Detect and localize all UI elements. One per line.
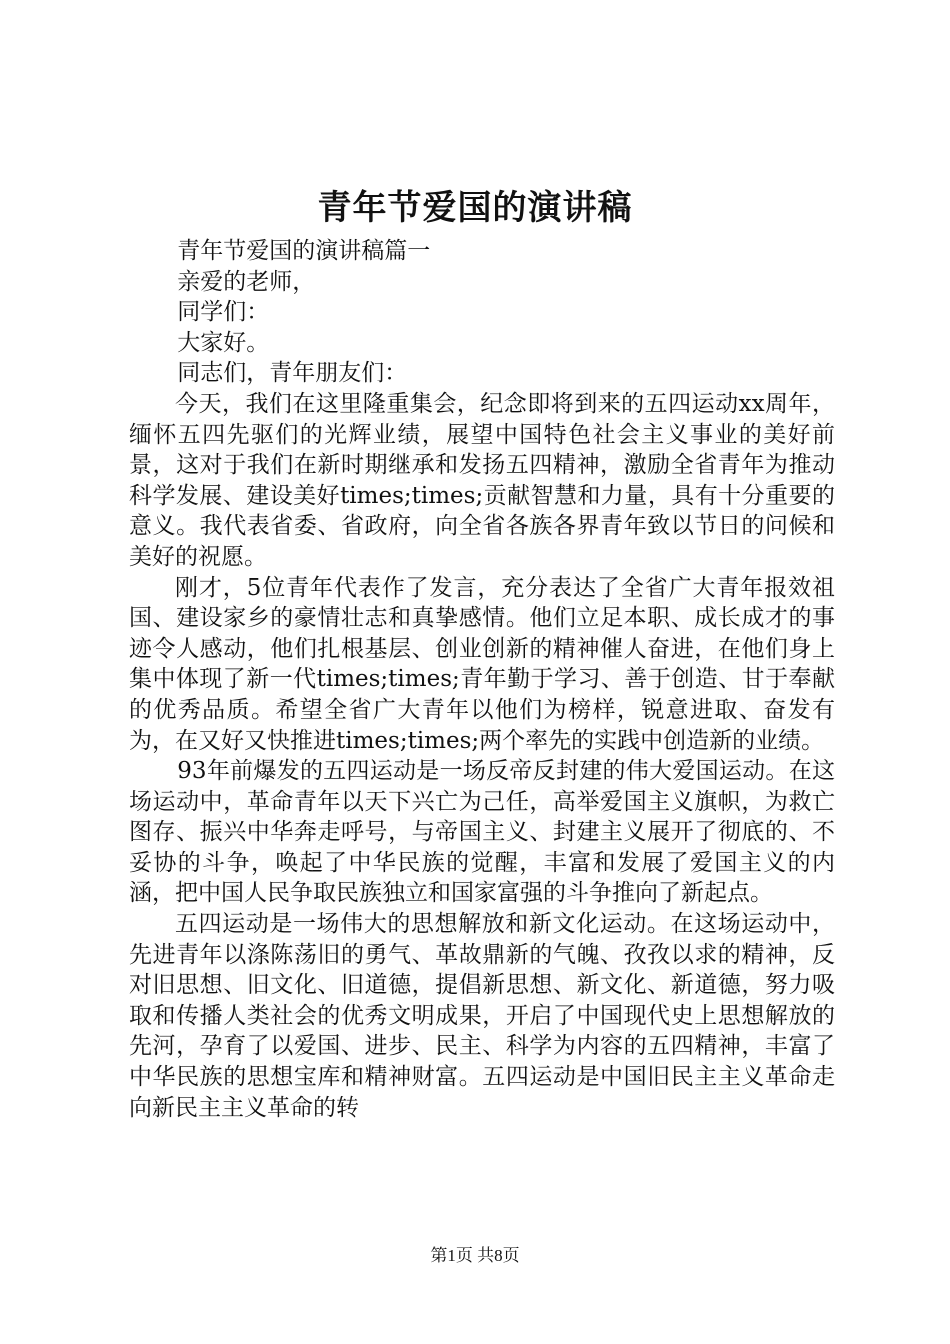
- greeting-line: 大家好。: [177, 329, 270, 356]
- salutation-line: 同学们：: [177, 299, 270, 326]
- document-title: 青年节爱国的演讲稿: [317, 188, 633, 228]
- page-number-footer: 第1页 共8页: [430, 1246, 520, 1265]
- document-body: [129, 236, 835, 1123]
- salutation-line: 亲爱的老师，: [177, 268, 316, 295]
- body-paragraph: 今天，我们在这里隆重集会，纪念即将到来的五四运动xx周年，缅怀五四先驱们的光辉业绩，展望中国特色社会主义事业的美好前景，这对于我们在新时期继承和发扬五四精神，激励全省青年为推动科学发展、建设美好times;times;贡献智慧和力量，具有十分重要的意义。我代表省委、省政府，向全省各族各界青年致以节日的问候和美好的祝愿。: [129, 390, 835, 570]
- salutation-line: 同志们，青年朋友们：: [177, 360, 408, 387]
- body-paragraph: 刚才，5位青年代表作了发言，充分表达了全省广大青年报效祖国、建设家乡的豪情壮志和真挚感情。他们立足本职、成长成才的事迹令人感动，他们扎根基层、创业创新的精神催人奋进，在他们身上集中体现了新一代times;times;青年勤于学习、善于创造、甘于奉献的优秀品质。希望全省广大青年以他们为榜样，锐意进取、奋发有为，在又好又快推进times;times;两个率先的实践中创造新的业绩。: [129, 574, 835, 754]
- body-paragraph: 93年前爆发的五四运动是一场反帝反封建的伟大爱国运动。在这场运动中，革命青年以天下兴亡为己任，高举爱国主义旗帜，为救亡图存、振兴中华奔走呼号，与帝国主义、封建主义展开了彻底的、不妥协的斗争，唤起了中华民族的觉醒，丰富和发展了爱国主义的内涵，把中国人民争取民族独立和国家富强的斗争推向了新起点。: [129, 758, 835, 907]
- body-paragraph: 五四运动是一场伟大的思想解放和新文化运动。在这场运动中，先进青年以涤陈荡旧的勇气、革故鼎新的气魄、孜孜以求的精神，反对旧思想、旧文化、旧道德，提倡新思想、新文化、新道德，努力吸取和传播人类社会的优秀文明成果，开启了中国现代史上思想解放的先河，孕育了以爱国、进步、民主、科学为内容的五四精神，丰富了中华民族的思想宝库和精神财富。五四运动是中国旧民主主义革命走向新民主主义革命的转: [129, 911, 835, 1121]
- section-heading: 青年节爱国的演讲稿篇一: [177, 238, 431, 264]
